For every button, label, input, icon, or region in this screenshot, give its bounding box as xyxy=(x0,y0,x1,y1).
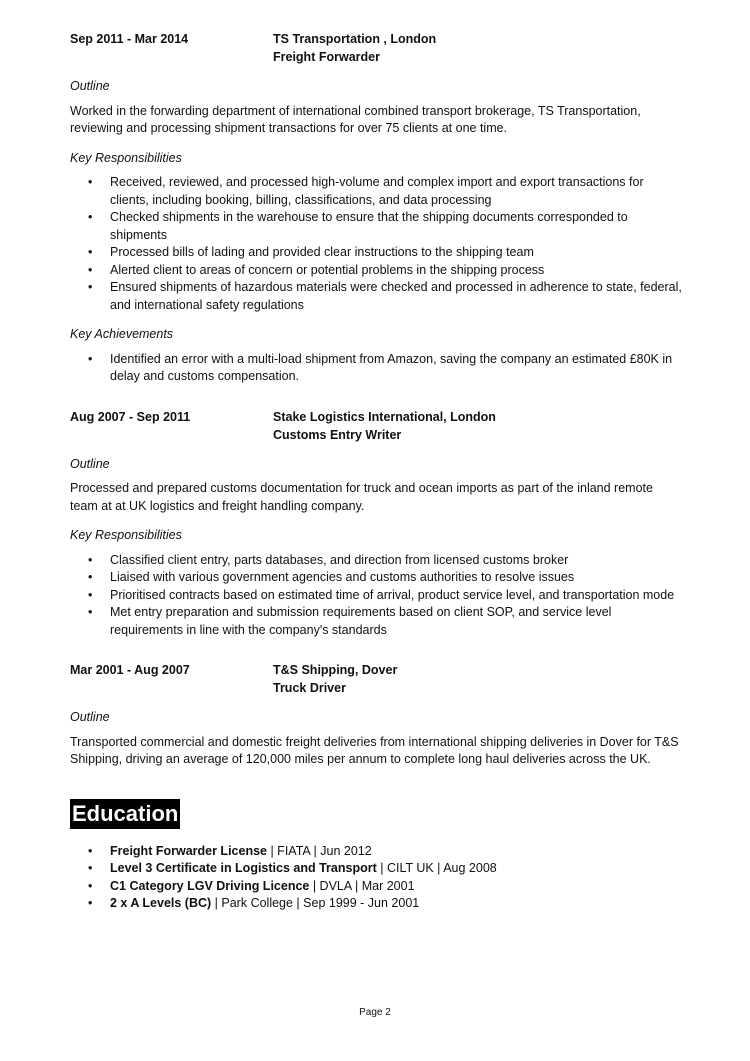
education-section xyxy=(70,791,682,913)
outline-text: Transported commercial and domestic freight deliveries from international shipping deliveries in Dover for T&S Shipping, driving an average of 120,000 miles per annum to complete long haul deliveries across the UK. xyxy=(70,734,679,766)
education-list xyxy=(70,843,682,913)
outline-text: Worked in the forwarding department of international combined transport brokerage, TS Transportation, reviewing and processing shipment transactions for over 75 clients at one time. xyxy=(70,103,641,135)
job-dates: Sep 2011 - Mar 2014 xyxy=(70,32,189,46)
achievements-heading: Key Achievements xyxy=(70,327,174,341)
job-company: Stake Logistics International, London xyxy=(273,409,496,424)
list-item: • Classified client entry, parts databases, and direction from licensed customs broker xyxy=(70,552,682,570)
list-item xyxy=(70,895,682,913)
job-header xyxy=(70,30,682,66)
list-item: • Liaised with various government agencies and customs authorities to resolve issues xyxy=(70,569,682,587)
achievements-list xyxy=(70,351,682,386)
job-dates: Mar 2001 - Aug 2007 xyxy=(70,663,190,677)
outline-heading: Outline xyxy=(70,79,110,93)
job-dates: Aug 2007 - Sep 2011 xyxy=(70,409,191,424)
qualification-detail: | DVLA | Mar 2001 xyxy=(309,878,415,893)
outline-heading: Outline xyxy=(70,710,110,724)
list-item: • Met entry preparation and submission requirements based on client SOP, and service level requirements in line with the company's standards xyxy=(70,604,682,639)
job-entry xyxy=(70,30,682,386)
qualification-name: C1 Category LGV Driving Licence xyxy=(110,878,310,893)
qualification-detail: | FIATA | Jun 2012 xyxy=(266,843,372,858)
job-entry xyxy=(70,661,682,769)
list-item: • Identified an error with a multi-load shipment from Amazon, saving the company an estimated £80K in delay and customs compensation. xyxy=(70,351,682,386)
list-item xyxy=(70,878,682,896)
job-header xyxy=(70,661,682,697)
job-title: Customs Entry Writer xyxy=(273,427,402,442)
list-item: • Processed bills of lading and provided clear instructions to the shipping team xyxy=(70,244,682,262)
list-item xyxy=(70,860,682,878)
list-item: • Alerted client to areas of concern or potential problems in the shipping process xyxy=(70,262,682,280)
qualification-name: Level 3 Certificate in Logistics and Transport xyxy=(110,861,377,875)
qualification-name: 2 x A Levels (BC) xyxy=(110,896,212,910)
job-entry xyxy=(70,408,682,640)
qualification-detail: | Park College | Sep 1999 - Jun 2001 xyxy=(211,896,420,910)
list-item: • Checked shipments in the warehouse to ensure that the shipping documents corresponded to shipments xyxy=(70,209,682,244)
job-title: Truck Driver xyxy=(273,681,346,695)
responsibilities-heading: Key Responsibilities xyxy=(70,528,182,542)
outline-text: Processed and prepared customs documentation for truck and ocean imports as part of the inland remote team at at UK logistics and freight handling company. xyxy=(70,481,653,513)
job-title: Freight Forwarder xyxy=(273,50,380,64)
job-header xyxy=(70,408,682,444)
page-number: Page 2 xyxy=(359,1007,391,1018)
responsibilities-list xyxy=(70,552,682,640)
resume-page xyxy=(70,30,682,913)
job-company: TS Transportation , London xyxy=(273,32,437,46)
list-item: • Received, reviewed, and processed high-volume and complex import and export transactions for clients, including booking, billing, classifications, and data processing xyxy=(70,174,682,209)
list-item: • Ensured shipments of hazardous materials were checked and processed in adherence to state, federal, and international safety regulations xyxy=(70,279,682,314)
list-item: • Prioritised contracts based on estimated time of arrival, product service level, and transportation mode xyxy=(70,587,682,605)
list-item xyxy=(70,843,682,861)
job-company: T&S Shipping, Dover xyxy=(273,663,398,677)
responsibilities-heading: Key Responsibilities xyxy=(70,150,182,165)
qualification-detail: | CILT UK | Aug 2008 xyxy=(376,861,497,875)
responsibilities-list xyxy=(70,174,682,314)
section-title-education: Education xyxy=(70,799,180,829)
qualification-name: Freight Forwarder License xyxy=(110,843,267,858)
outline-heading: Outline xyxy=(70,456,110,471)
